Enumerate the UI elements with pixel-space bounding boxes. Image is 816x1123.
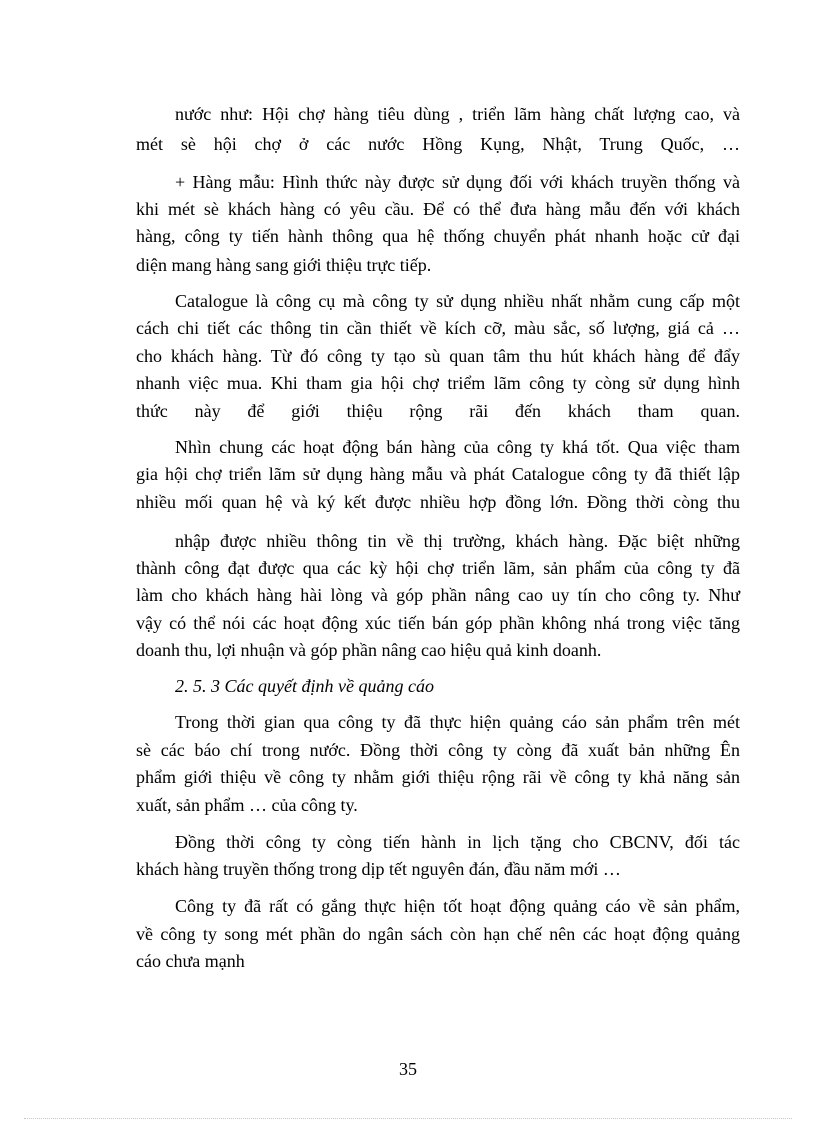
body-text-line: thành công đạt được qua các kỳ hội chợ triển lãm, sản phẩm của công ty đã <box>136 558 740 578</box>
page-number: 35 <box>399 1059 417 1079</box>
body-text-line: cho khách hàng. Từ đó công ty tạo sù quan tâm thu hút khách hàng để đẩy <box>136 346 740 366</box>
body-text-line: cáo chưa mạnh <box>136 951 245 971</box>
body-text-line: gia hội chợ triển lãm sử dụng hàng mẫu và phát Catalogue công ty đã thiết lập <box>136 464 740 484</box>
body-text-line: Nhìn chung các hoạt động bán hàng của công ty khá tốt. Qua việc tham <box>175 437 740 457</box>
body-text-line: về công ty song mét phần do ngân sách còn hạn chế nên các hoạt động quảng <box>136 924 740 944</box>
body-text-line: doanh thu, lợi nhuận và góp phần nâng cao hiệu quả kinh doanh. <box>136 640 602 660</box>
body-text-line: nhiều mối quan hệ và ký kết được nhiều hợp đồng lớn. Đồng thời còng thu <box>136 492 740 512</box>
body-text-line: nhanh việc mua. Khi tham gia hội chợ triểm lãm công ty còng sử dụng hình <box>136 373 740 393</box>
body-text-line: hàng, công ty tiến hành thông qua hệ thống chuyển phát nhanh hoặc cử đại <box>136 226 740 246</box>
body-text-line: làm cho khách hàng hài lòng và góp phần nâng cao uy tín cho công ty. Như <box>136 585 740 605</box>
body-text-line: diện mang hàng sang giới thiệu trực tiếp. <box>136 255 432 275</box>
body-text-line: cách chi tiết các thông tin cần thiết về kích cỡ, màu sắc, số lượng, giá cả … <box>136 318 740 338</box>
body-text-line: khách hàng truyền thống trong dịp tết nguyên đán, đầu năm mới … <box>136 859 621 879</box>
body-text-line: sè các báo chí trong nước. Đồng thời công ty còng đã xuất bản những Ên <box>136 740 740 760</box>
body-text-line: Catalogue là công cụ mà công ty sử dụng nhiều nhất nhằm cung cấp một <box>175 291 740 311</box>
body-text-line: Công ty đã rất có gắng thực hiện tốt hoạt động quảng cáo về sản phẩm, <box>175 896 740 916</box>
body-text-line: + Hàng mẫu: Hình thức này được sử dụng đối với khách truyền thống và <box>175 172 740 192</box>
body-text-line: phẩm giới thiệu về công ty nhằm giới thiệu rộng rãi về công ty khả năng sản <box>136 767 740 787</box>
body-text-line: xuất, sản phẩm … của công ty. <box>136 795 358 815</box>
body-text-line: Trong thời gian qua công ty đã thực hiện quảng cáo sản phẩm trên mét <box>175 712 740 732</box>
body-text-line: mét sè hội chợ ở các nước Hồng Kụng, Nhật, Trung Quốc, … <box>136 134 740 154</box>
body-text-line: thức này để giới thiệu rộng rãi đến khách tham quan. <box>136 401 740 421</box>
body-text-line: Đồng thời công ty còng tiến hành in lịch tặng cho CBCNV, đối tác <box>175 832 740 852</box>
footer-divider <box>24 1118 792 1119</box>
body-text-line: khi mét sè khách hàng có yêu cầu. Để có thể đưa hàng mẫu đến với khách <box>136 199 740 219</box>
body-text-line: vậy có thể nói các hoạt động xúc tiến bán góp phần không nhá trong việc tăng <box>136 613 740 633</box>
body-text-line: nhập được nhiều thông tin về thị trường, khách hàng. Đặc biệt những <box>175 531 740 551</box>
section-heading: 2. 5. 3 Các quyết định về quảng cáo <box>175 676 434 696</box>
body-text-line: nước như: Hội chợ hàng tiêu dùng , triển lãm hàng chất lượng cao, và <box>175 104 740 124</box>
